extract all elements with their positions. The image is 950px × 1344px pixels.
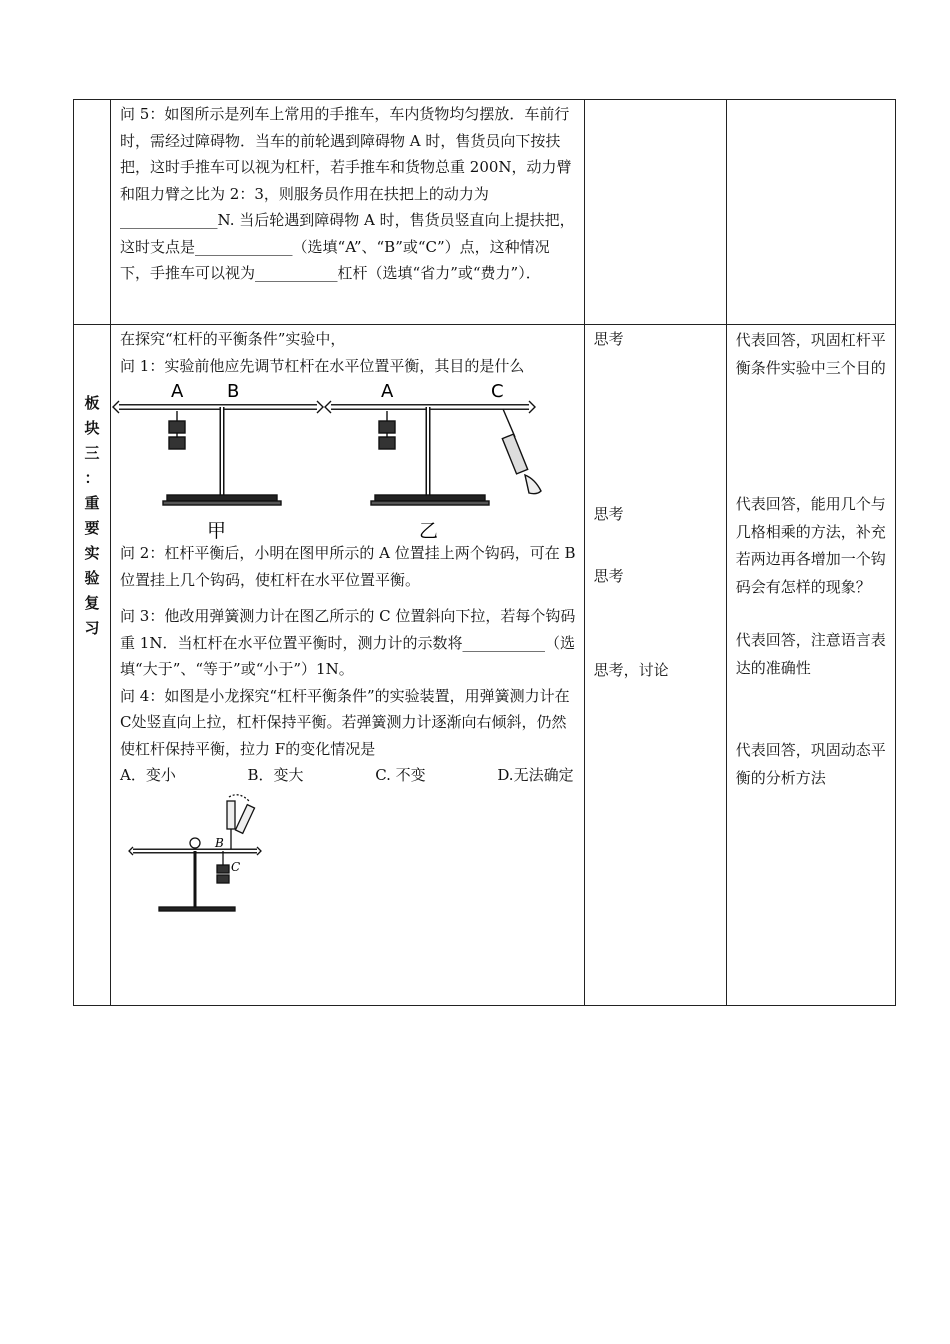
content-cell [111,100,585,325]
label-B-fig2: B [215,835,224,850]
question-2: 问 2：杠杆平衡后，小明在图甲所示的 A 位置挂上两个钩码，可在 B 位置挂上几个钩码，使杠杆在水平位置平衡。 [120,544,576,589]
student-activity-3: 思考 [593,567,624,585]
lever-figure-jia-yi [111,379,584,539]
question-4: 问 4：如图是小龙探究“杠杆平衡条件”的实验装置，用弹簧测力计在 C处竖直向上拉，杠杆保持平衡。若弹簧测力计逐渐向右倾斜，仍然使杠杆保持平衡，拉力 F的变化情况是 [120,686,570,758]
lever-jia [113,401,323,505]
student-activity-cell [584,325,726,1006]
lesson-table [73,99,896,1006]
teacher-notes-cell [726,100,895,325]
label-B-jia: B [227,381,240,402]
teacher-note-4: 代表回答，巩固动态平衡的分析方法 [735,741,886,787]
label-A-yi: A [381,381,394,402]
question-5: 问 5：如图所示是列车上常用的手推车，车内货物均匀摆放．车前行时，需经过障碍物．当车的前轮遇到障碍物 A 时，售货员向下按扶把，这时手推车可以视为杠杆，若手推车和货物总重 200N，动力臂和阻力臂之比为 2：3，则服务员作用在扶把上的动力为_____________N. 当后轮遇到障碍物 A 时，售货员竖直向上提扶把，这时支点是_____________（选填“A”、“B”或“C”）点，这种情况下，手推车可以视为___________杠杆（选填“省力”或“费力”）． [120,105,575,282]
question-1: 问 1：实验前他应先调节杠杆在水平位置平衡，其目的是什么 [120,356,525,375]
answer-options [120,762,576,789]
section-label-cell [74,325,111,1006]
label-C-yi: C [491,381,504,402]
intro-text: 在探究“杠杆的平衡条件”实验中， [120,330,346,348]
section-cell-empty [74,100,111,325]
lever-figure-spring-scale [111,789,584,939]
teacher-note-1: 代表回答，巩固杠杆平衡条件实验中三个目的 [735,331,886,377]
content-cell [111,325,585,1006]
label-yi: 乙 [419,520,439,539]
student-activity-1: 思考 [593,330,624,348]
student-activity-2: 思考 [593,505,624,523]
section-label: 板 块 三 ： 重 要 实 验 复 习 [84,394,100,637]
label-jia: 甲 [207,520,227,539]
table-row [74,325,896,1006]
teacher-notes-cell [726,325,895,1006]
teacher-note-3: 代表回答，注意语言表达的准确性 [735,631,886,677]
label-C-fig2: C [231,859,241,874]
label-A-jia: A [171,381,184,402]
option-c: C. 不变 [375,766,426,784]
lever-yi [325,401,541,505]
option-d: D.无法确定 [497,766,574,784]
student-activity-4: 思考，讨论 [593,661,669,679]
option-a: A．变小 [120,766,176,784]
table-row [74,100,896,325]
question-3: 问 3：他改用弹簧测力计在图乙所示的 C 位置斜向下拉，若每个钩码重 1N．当杠杆在水平位置平衡时，测力计的示数将___________（选填“大于”、“等于”或“小于”）1N。 [120,607,576,678]
student-activity-cell [584,100,726,325]
option-b: B．变大 [247,766,304,784]
teacher-note-2: 代表回答，能用几个与几格相乘的方法，补充若两边再各增加一个钩码会有怎样的现象？ [735,495,886,596]
